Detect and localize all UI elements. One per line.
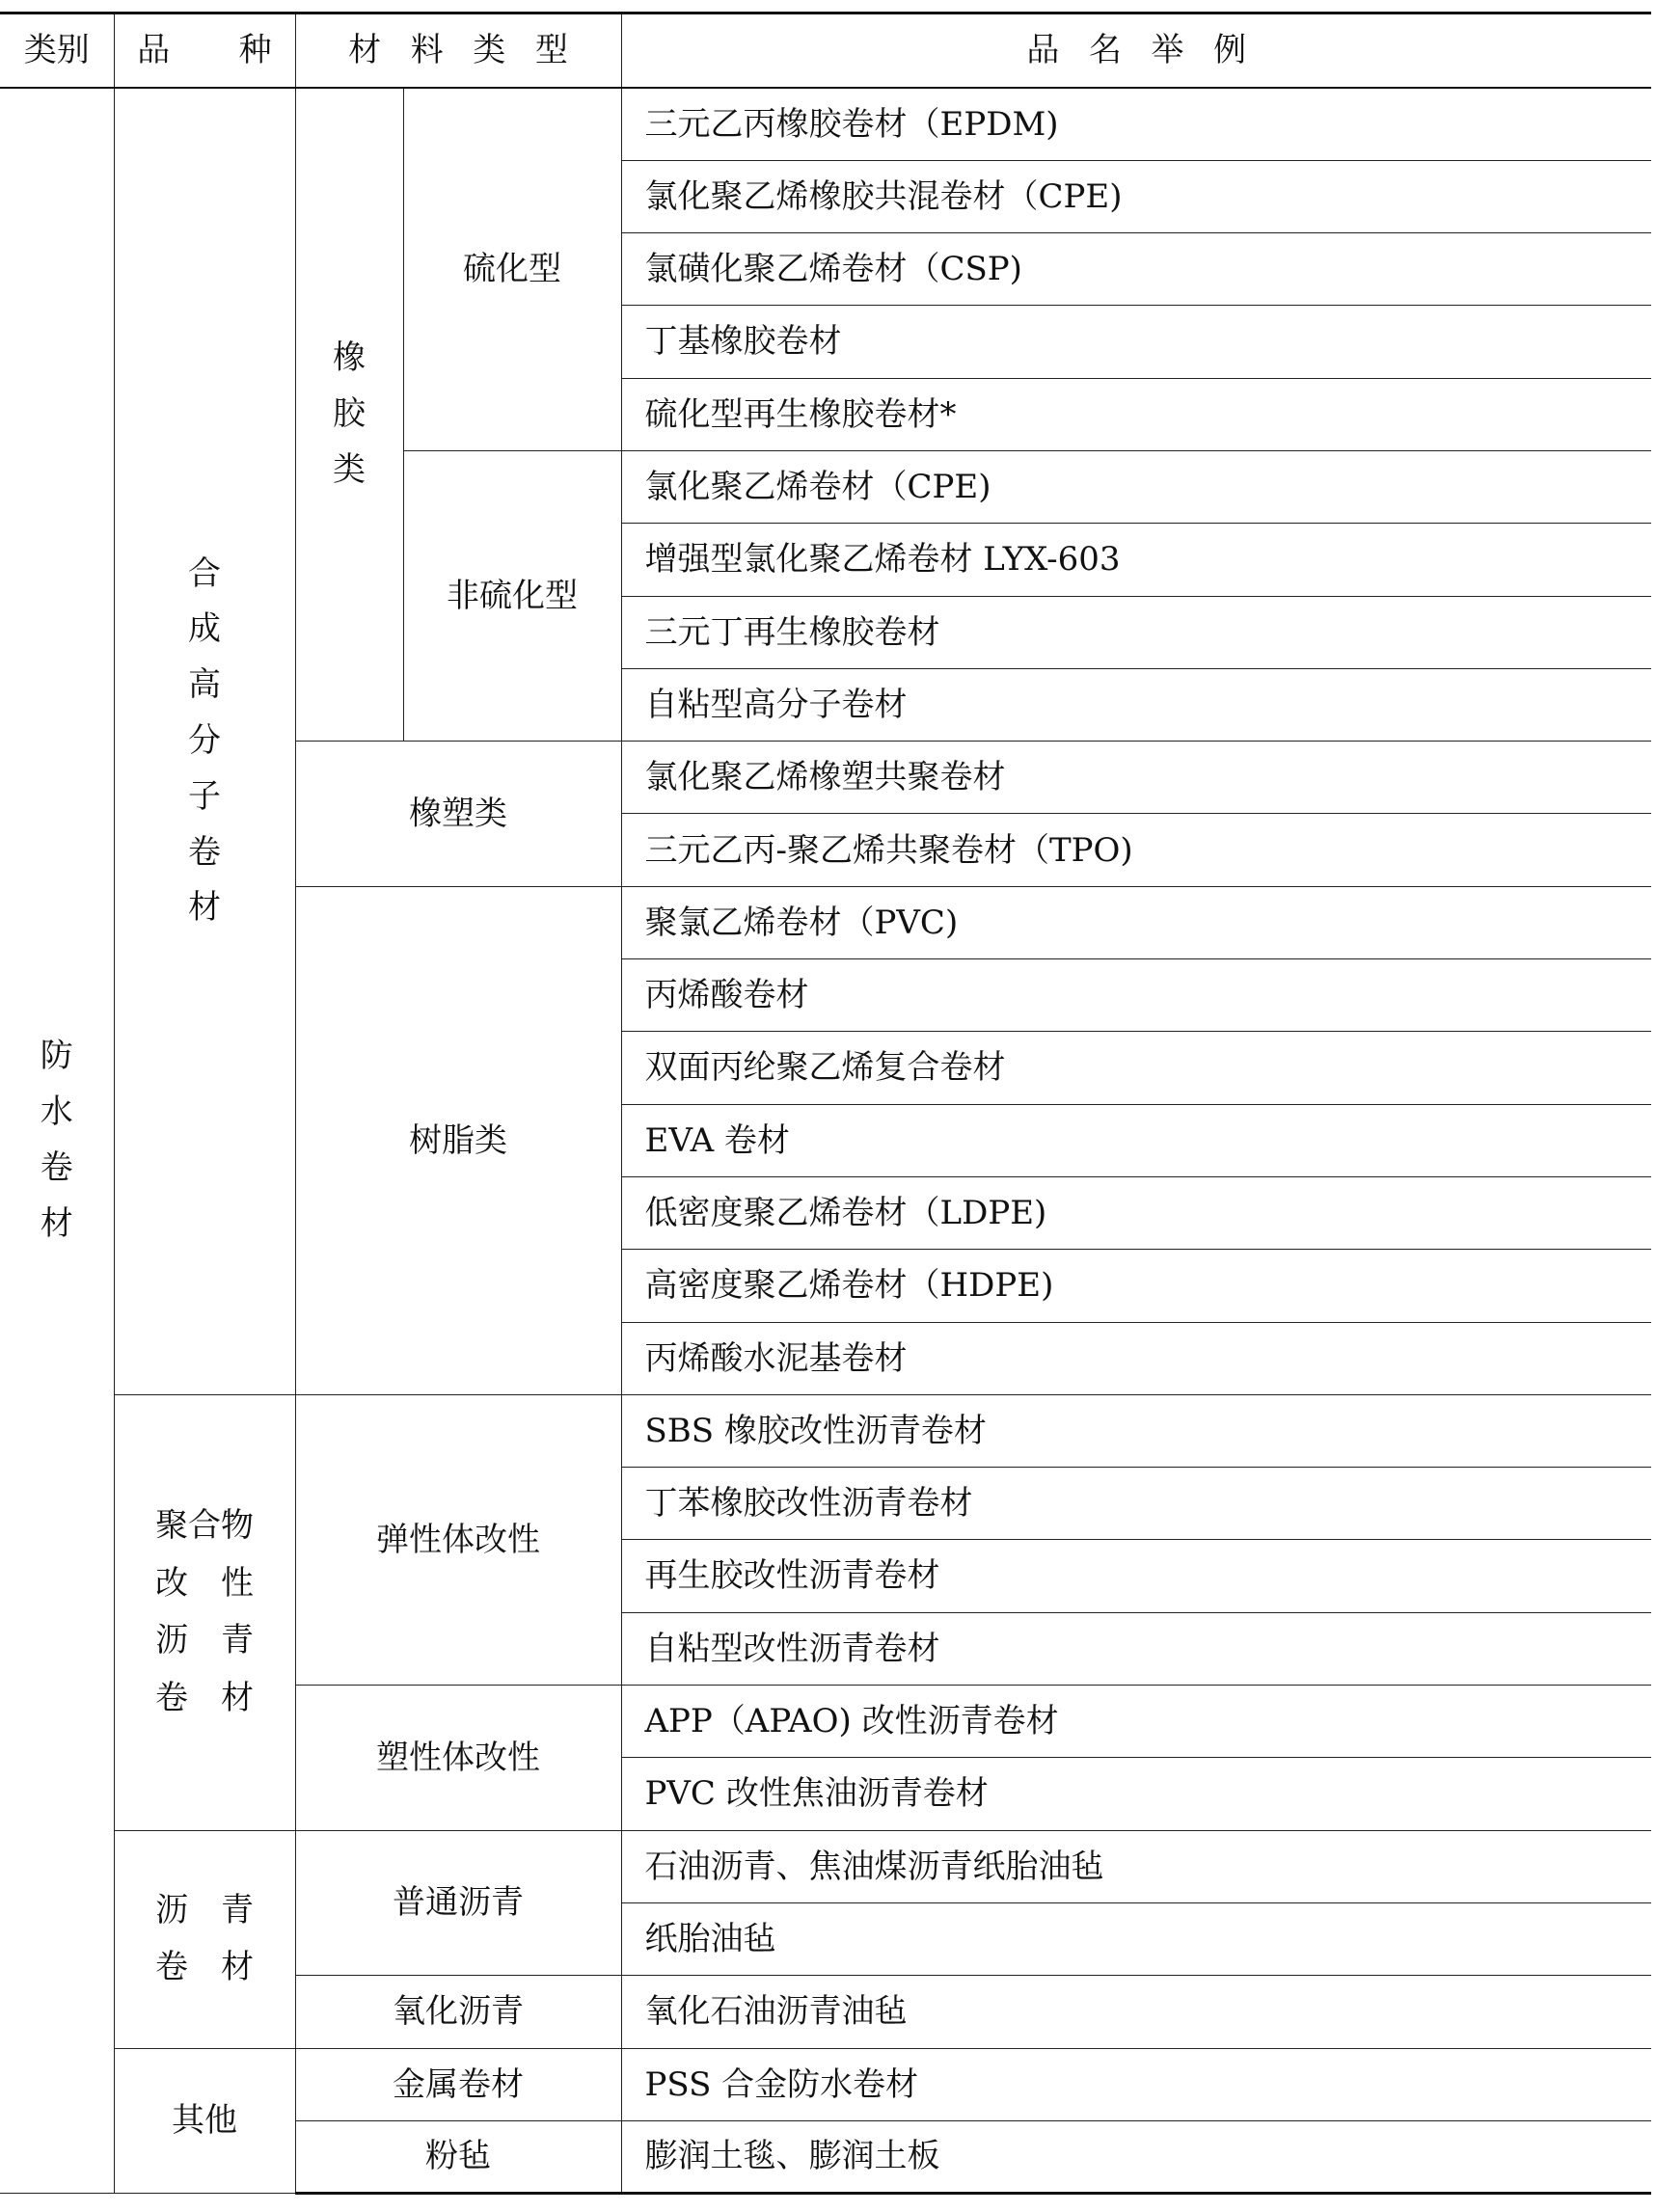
type-plastomer: 塑性体改性 bbox=[295, 1686, 621, 1831]
example-cell: 三元丁再生橡胶卷材 bbox=[621, 596, 1651, 668]
variety-line: 改 性 bbox=[155, 1563, 254, 1603]
type-ordinary-asphalt: 普通沥青 bbox=[295, 1830, 621, 1976]
table-row bbox=[0, 1394, 1651, 1467]
example-cell: 丁苯橡胶改性沥青卷材 bbox=[621, 1468, 1651, 1540]
example-cell: 氯化聚乙烯卷材（CPE) bbox=[621, 450, 1651, 523]
header-examples: 品名举例 bbox=[621, 13, 1651, 89]
example-cell: PSS 合金防水卷材 bbox=[621, 2048, 1651, 2120]
example-cell: 自粘型高分子卷材 bbox=[621, 668, 1651, 741]
example-cell: 丙烯酸卷材 bbox=[621, 959, 1651, 1032]
waterproof-membrane-table bbox=[0, 12, 1651, 2195]
variety-polymer-modified bbox=[114, 1394, 295, 1830]
example-cell: 石油沥青、焦油煤沥青纸胎油毡 bbox=[621, 1830, 1651, 1902]
variety-line: 沥 青 bbox=[155, 1890, 254, 1929]
example-cell: 氯磺化聚乙烯卷材（CSP) bbox=[621, 233, 1651, 306]
type-rubber-plastic: 橡塑类 bbox=[295, 742, 621, 887]
variety-line: 卷 材 bbox=[155, 1678, 254, 1717]
example-cell: 自粘型改性沥青卷材 bbox=[621, 1612, 1651, 1685]
header-variety: 品 种 bbox=[114, 13, 295, 89]
example-cell: 丙烯酸水泥基卷材 bbox=[621, 1322, 1651, 1394]
example-cell: 双面丙纶聚乙烯复合卷材 bbox=[621, 1032, 1651, 1104]
example-cell: 三元乙丙橡胶卷材（EPDM) bbox=[621, 88, 1651, 160]
example-cell: 聚氯乙烯卷材（PVC) bbox=[621, 886, 1651, 958]
example-cell: 丁基橡胶卷材 bbox=[621, 306, 1651, 378]
variety-other: 其他 bbox=[114, 2048, 295, 2194]
variety-line: 聚合物 bbox=[155, 1506, 254, 1546]
example-cell: 再生胶改性沥青卷材 bbox=[621, 1540, 1651, 1612]
example-cell: APP（APAO) 改性沥青卷材 bbox=[621, 1686, 1651, 1758]
type-resin: 树脂类 bbox=[295, 886, 621, 1394]
type-powder-felt: 粉毡 bbox=[295, 2120, 621, 2193]
type-non-vulcanized: 非硫化型 bbox=[403, 450, 621, 741]
example-cell: PVC 改性焦油沥青卷材 bbox=[621, 1758, 1651, 1830]
table-row bbox=[0, 88, 1651, 160]
example-cell: 高密度聚乙烯卷材（HDPE) bbox=[621, 1250, 1651, 1322]
table-row bbox=[0, 1830, 1651, 1902]
type-vulcanized: 硫化型 bbox=[403, 88, 621, 450]
example-cell: 氧化石油沥青油毡 bbox=[621, 1976, 1651, 2048]
variety-line: 卷 材 bbox=[155, 1948, 254, 1987]
type-elastomer: 弹性体改性 bbox=[295, 1394, 621, 1685]
example-cell: 三元乙丙-聚乙烯共聚卷材（TPO) bbox=[621, 814, 1651, 886]
variety-line: 沥 青 bbox=[155, 1621, 254, 1660]
example-cell: 膨润土毯、膨润土板 bbox=[621, 2120, 1651, 2193]
example-cell: 低密度聚乙烯卷材（LDPE) bbox=[621, 1176, 1651, 1249]
table-row bbox=[0, 2048, 1651, 2120]
variety-asphalt bbox=[114, 1830, 295, 2048]
type-metal: 金属卷材 bbox=[295, 2048, 621, 2120]
type-rubber: 橡胶类 bbox=[295, 88, 403, 742]
header-material-type: 材料类型 bbox=[295, 13, 621, 89]
type-oxidized-asphalt: 氧化沥青 bbox=[295, 1976, 621, 2048]
example-cell: 硫化型再生橡胶卷材* bbox=[621, 378, 1651, 450]
header-row bbox=[0, 13, 1651, 89]
variety-synthetic: 合成高分子卷材 bbox=[114, 88, 295, 1394]
example-cell: 增强型氯化聚乙烯卷材 LYX-603 bbox=[621, 524, 1651, 596]
header-category: 类别 bbox=[0, 13, 114, 89]
example-cell: 氯化聚乙烯橡塑共聚卷材 bbox=[621, 742, 1651, 814]
example-cell: EVA 卷材 bbox=[621, 1104, 1651, 1176]
example-cell: 纸胎油毡 bbox=[621, 1902, 1651, 1975]
example-cell: SBS 橡胶改性沥青卷材 bbox=[621, 1394, 1651, 1467]
category-cell: 防水卷材 bbox=[0, 88, 114, 2194]
example-cell: 氯化聚乙烯橡胶共混卷材（CPE) bbox=[621, 160, 1651, 232]
